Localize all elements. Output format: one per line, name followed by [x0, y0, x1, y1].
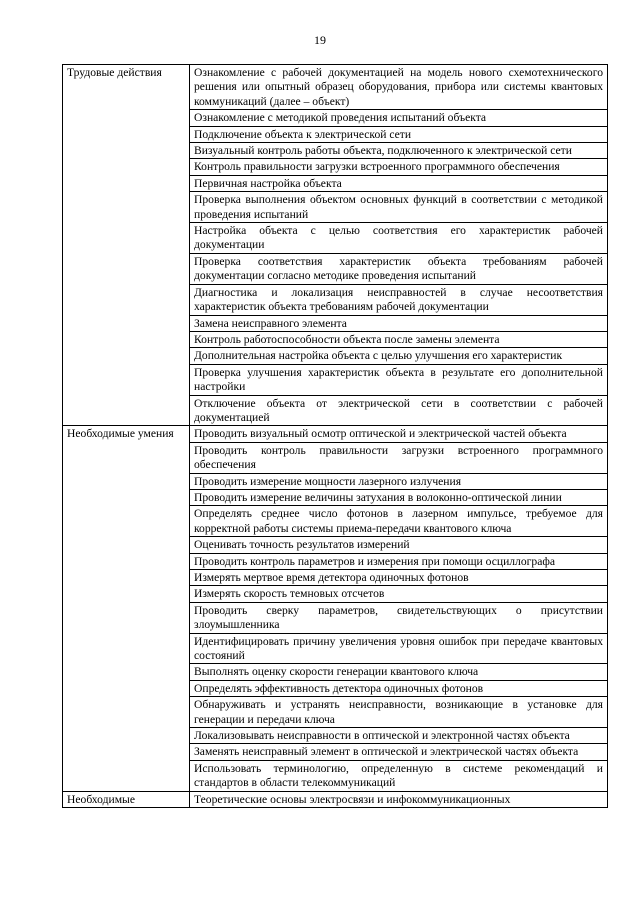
category-cell: Трудовые действия	[63, 65, 190, 426]
category-cell: Необходимые умения	[63, 426, 190, 791]
description-cell: Настройка объекта с целью соответствия его характеристик рабочей документации	[190, 223, 608, 254]
table-row	[63, 65, 608, 110]
description-cell: Проводить контроль правильности загрузки встроенного программного обеспечения	[190, 442, 608, 473]
description-cell: Проверка соответствия характеристик объекта требованиям рабочей документации согласно методике проведения испытаний	[190, 253, 608, 284]
page-number: 19	[314, 33, 326, 47]
description-cell: Использовать терминологию, определенную в системе рекомендаций и стандартов в области телекоммуникаций	[190, 760, 608, 791]
description-cell: Диагностика и локализация неисправностей в случае несоответствия характеристик объекта требованиям рабочей документации	[190, 284, 608, 315]
description-cell: Ознакомление с рабочей документацией на модель нового схемотехнического решения или опытный образец оборудования, прибора или системы квантовых коммуникаций (далее – объект)	[190, 65, 608, 110]
description-cell: Первичная настройка объекта	[190, 175, 608, 191]
description-cell: Измерять скорость темновых отсчетов	[190, 586, 608, 602]
description-cell: Ознакомление с методикой проведения испытаний объекта	[190, 110, 608, 126]
description-cell: Замена неисправного элемента	[190, 315, 608, 331]
description-cell: Идентифицировать причину увеличения уровня ошибок при передаче квантовых состояний	[190, 633, 608, 664]
description-cell: Отключение объекта от электрической сети в соответствии с рабочей документацией	[190, 395, 608, 426]
description-cell: Определять среднее число фотонов в лазерном импульсе, требуемое для корректной работы системы приема-передачи квантового ключа	[190, 506, 608, 537]
description-cell: Выполнять оценку скорости генерации квантового ключа	[190, 664, 608, 680]
description-cell: Оценивать точность результатов измерений	[190, 537, 608, 553]
description-cell: Контроль работоспособности объекта после замены элемента	[190, 331, 608, 347]
description-cell: Теоретические основы электросвязи и инфокоммуникационных	[190, 791, 608, 807]
description-cell: Локализовывать неисправности в оптической и электронной частях объекта	[190, 728, 608, 744]
table-row	[63, 426, 608, 442]
description-cell: Подключение объекта к электрической сети	[190, 126, 608, 142]
description-cell: Дополнительная настройка объекта с целью улучшения его характеристик	[190, 348, 608, 364]
description-cell: Визуальный контроль работы объекта, подключенного к электрической сети	[190, 143, 608, 159]
description-cell: Проводить измерение величины затухания в волоконно-оптической линии	[190, 489, 608, 505]
description-cell: Измерять мертвое время детектора одиночных фотонов	[190, 570, 608, 586]
description-cell: Заменять неисправный элемент в оптической и электрической частях объекта	[190, 744, 608, 760]
description-cell: Проводить контроль параметров и измерения при помощи осциллографа	[190, 553, 608, 569]
table-row	[63, 791, 608, 807]
description-cell: Проводить визуальный осмотр оптической и электрической частей объекта	[190, 426, 608, 442]
description-cell: Определять эффективность детектора одиночных фотонов	[190, 680, 608, 696]
description-cell: Проверка выполнения объектом основных функций в соответствии с методикой проведения испытаний	[190, 192, 608, 223]
description-cell: Контроль правильности загрузки встроенного программного обеспечения	[190, 159, 608, 175]
description-cell: Проверка улучшения характеристик объекта в результате его дополнительной настройки	[190, 364, 608, 395]
description-cell: Обнаруживать и устранять неисправности, возникающие в установке для генерации и передачи ключа	[190, 697, 608, 728]
category-cell: Необходимые	[63, 791, 190, 807]
description-cell: Проводить сверку параметров, свидетельствующих о присутствии злоумышленника	[190, 602, 608, 633]
competency-table	[62, 64, 608, 808]
description-cell: Проводить измерение мощности лазерного излучения	[190, 473, 608, 489]
